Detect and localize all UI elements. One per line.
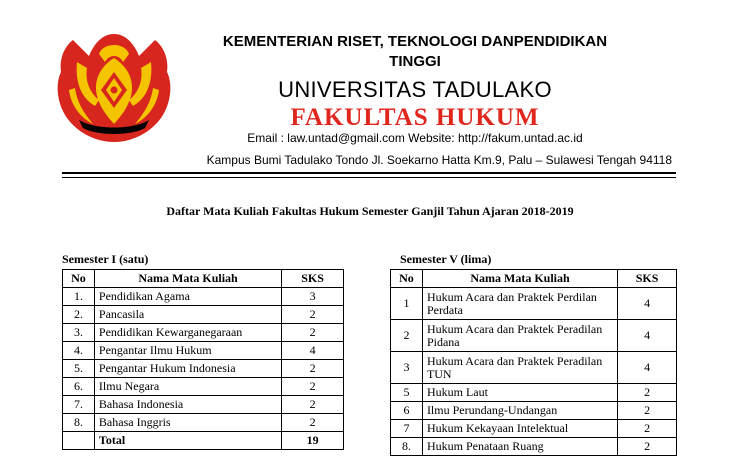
course-sks: 2 <box>282 396 344 414</box>
course-sks: 2 <box>618 438 677 456</box>
table-row <box>63 342 344 360</box>
course-name: Pendidikan Kewarganegaraan <box>94 324 281 342</box>
ministry-line-2: TINGGI <box>389 53 441 70</box>
row-number: 5 <box>391 384 423 402</box>
course-sks: 4 <box>618 352 677 384</box>
col-no-header: No <box>391 270 423 288</box>
col-no-header: No <box>63 270 95 288</box>
table-row <box>391 320 677 352</box>
row-number: 7 <box>391 420 423 438</box>
row-number: 8. <box>391 438 423 456</box>
document-title: Daftar Mata Kuliah Fakultas Hukum Semester Ganjil Tahun Ajaran 2018-2019 <box>166 204 574 218</box>
col-name-header: Nama Mata Kuliah <box>94 270 281 288</box>
semester1-table <box>62 269 344 450</box>
faculty-name: FAKULTAS HUKUM <box>290 104 540 131</box>
table-header-row <box>391 270 677 288</box>
course-name: Hukum Acara dan Praktek Peradilan Pidana <box>422 320 617 352</box>
semester1-title: Semester I (satu) <box>62 252 149 266</box>
course-sks: 2 <box>282 306 344 324</box>
course-name: Hukum Laut <box>422 384 617 402</box>
course-name: Pengantar Hukum Indonesia <box>94 360 281 378</box>
table-row <box>63 306 344 324</box>
ministry-line-1: KEMENTERIAN RISET, TEKNOLOGI DANPENDIDIKAN <box>222 33 608 50</box>
course-sks: 2 <box>282 414 344 432</box>
semester5-table <box>390 269 677 456</box>
course-sks: 2 <box>282 324 344 342</box>
course-name: Ilmu Negara <box>94 378 281 396</box>
table-row <box>63 396 344 414</box>
course-sks: 4 <box>618 320 677 352</box>
contact-line: Email : law.untad@gmail.com Website: http://fakum.untad.ac.id <box>247 131 583 145</box>
row-number: 4. <box>63 342 95 360</box>
course-name: Pengantar Ilmu Hukum <box>94 342 281 360</box>
semester1-rows <box>63 288 344 432</box>
table-row <box>391 384 677 402</box>
table-row <box>391 420 677 438</box>
table-row <box>391 352 677 384</box>
course-sks: 2 <box>618 420 677 438</box>
col-sks-header: SKS <box>618 270 677 288</box>
course-sks: 4 <box>282 342 344 360</box>
semester5-rows <box>391 288 677 456</box>
row-number: 8. <box>63 414 95 432</box>
table-row <box>63 414 344 432</box>
row-number: 6. <box>63 378 95 396</box>
course-sks: 2 <box>618 402 677 420</box>
course-sks: 3 <box>282 288 344 306</box>
total-row <box>63 432 344 450</box>
semester5-title: Semester V (lima) <box>400 252 492 266</box>
row-number: 3 <box>391 352 423 384</box>
total-value: 19 <box>282 432 344 450</box>
table-row <box>391 288 677 320</box>
universitas-tadulako-logo <box>55 32 173 144</box>
row-number: 2. <box>63 306 95 324</box>
course-name: Pendidikan Agama <box>94 288 281 306</box>
row-number: 3. <box>63 324 95 342</box>
header-rule-thick <box>62 172 676 174</box>
course-sks: 2 <box>282 360 344 378</box>
row-number: 5. <box>63 360 95 378</box>
header-rule-thin <box>62 177 676 178</box>
col-sks-header: SKS <box>282 270 344 288</box>
course-name: Bahasa Indonesia <box>94 396 281 414</box>
table-row <box>391 402 677 420</box>
row-number: 7. <box>63 396 95 414</box>
table-row <box>391 438 677 456</box>
address-line: Kampus Bumi Tadulako Tondo Jl. Soekarno Hatta Km.9, Palu – Sulawesi Tengah 94118 <box>206 153 672 167</box>
course-name: Hukum Penataan Ruang <box>422 438 617 456</box>
course-name: Hukum Kekayaan Intelektual <box>422 420 617 438</box>
course-sks: 2 <box>282 378 344 396</box>
table-row <box>63 288 344 306</box>
row-number: 6 <box>391 402 423 420</box>
table-row <box>63 360 344 378</box>
total-spacer <box>63 432 95 450</box>
table-row <box>63 378 344 396</box>
course-name: Hukum Acara dan Praktek Peradilan TUN <box>422 352 617 384</box>
course-sks: 4 <box>618 288 677 320</box>
table-header-row <box>63 270 344 288</box>
university-name: UNIVERSITAS TADULAKO <box>278 77 552 102</box>
course-name: Pancasila <box>94 306 281 324</box>
row-number: 1. <box>63 288 95 306</box>
ministry-name <box>180 32 650 72</box>
course-name: Ilmu Perundang-Undangan <box>422 402 617 420</box>
col-name-header: Nama Mata Kuliah <box>422 270 617 288</box>
course-sks: 2 <box>618 384 677 402</box>
row-number: 2 <box>391 320 423 352</box>
course-name: Bahasa Inggris <box>94 414 281 432</box>
course-name: Hukum Acara dan Praktek Perdilan Perdata <box>422 288 617 320</box>
row-number: 1 <box>391 288 423 320</box>
total-label: Total <box>94 432 281 450</box>
table-row <box>63 324 344 342</box>
